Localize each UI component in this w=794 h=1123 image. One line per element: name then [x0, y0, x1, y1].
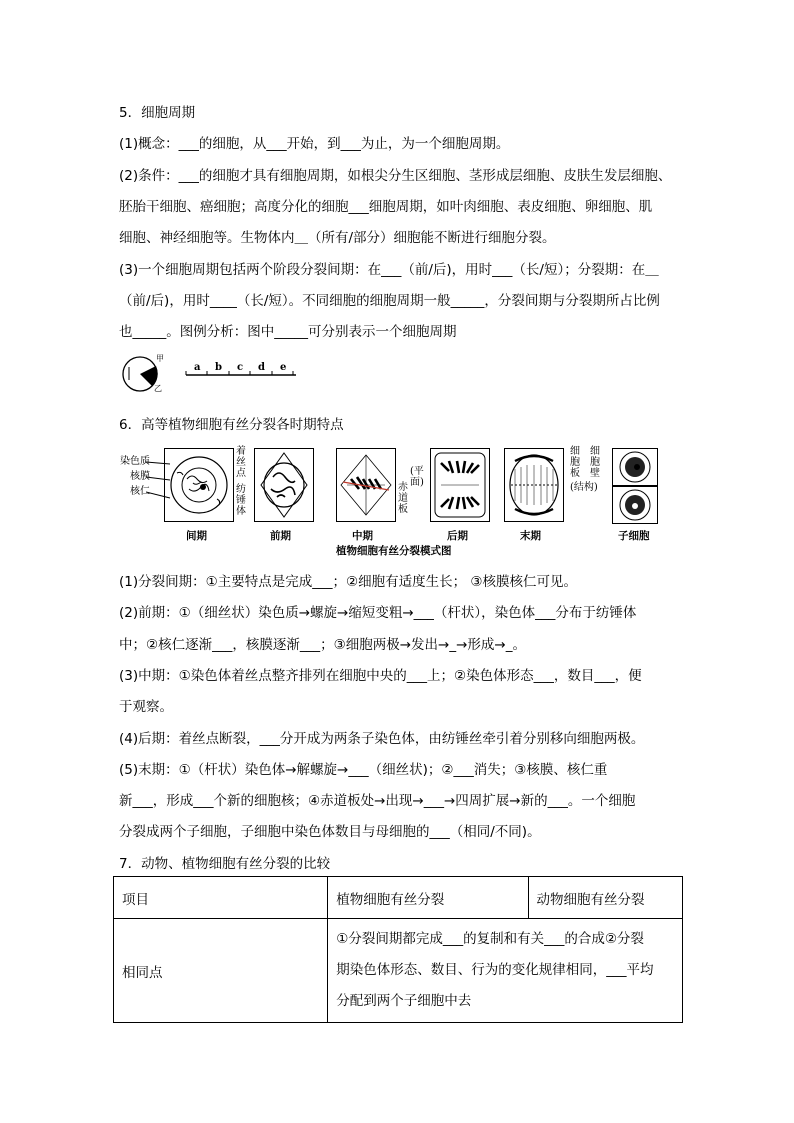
- daughter-cell-top: [612, 448, 658, 486]
- mitosis-figure: [118, 444, 678, 560]
- label-d: d: [258, 362, 265, 373]
- metaphase-cell: [336, 448, 396, 522]
- row-label-same: 相同点: [114, 919, 328, 1023]
- interphase-pointers: [146, 458, 172, 518]
- label-e: e: [280, 362, 287, 373]
- table-row: [114, 919, 683, 1023]
- label-plane: (平 面): [410, 466, 424, 488]
- comparison-table: [113, 876, 683, 1023]
- caption-interphase: 间期: [186, 530, 207, 542]
- s6-telophase-line2: 新___，形成___个新的细胞核；④赤道板处→出现→___→四周扩展→新的___。一个细胞: [119, 793, 636, 809]
- s5-phases-line2: （前/后)，用时____（长/短）。不同细胞的细胞周期一般_____，分裂间期与分裂期所占比例: [119, 293, 660, 309]
- s6-interphase: (1)分裂间期：①主要特点是完成___；②细胞有适度生长； ③核膜核仁可见。: [119, 574, 577, 590]
- s6-telophase-line3: 分裂成两个子细胞，子细胞中染色体数目与母细胞的___（相同/不同)。: [119, 824, 541, 840]
- caption-daughter-cells: 子细胞: [618, 530, 650, 542]
- same-line1: ①分裂间期都完成___的复制和有关___的合成②分裂: [336, 931, 644, 947]
- label-centromere: 着 丝 点: [236, 446, 246, 479]
- label-c: c: [237, 362, 244, 373]
- header-animal: 动物细胞有丝分裂: [528, 877, 683, 919]
- label-b: b: [215, 362, 222, 373]
- s6-prophase-line1: (2)前期：①（细丝状）染色质→螺旋→缩短变粗→___（杆状），染色体___分布于纺锤体: [119, 605, 637, 621]
- s6-anaphase: (4)后期：着丝点断裂，___分开成为两条子染色体，由纺锤丝牵引着分别移向细胞两极。: [119, 731, 645, 747]
- caption-prophase: 前期: [270, 530, 291, 542]
- label-a: a: [194, 362, 201, 373]
- s5-condition-line3: 细胞、神经细胞等。生物体内＿（所有/部分）细胞能不断进行细胞分裂。: [119, 230, 556, 246]
- same-line2: 期染色体形态、数目、行为的变化规律相同，___平均: [336, 962, 654, 978]
- header-item: 项目: [114, 877, 328, 919]
- cell-cycle-figure: [118, 353, 298, 395]
- s5-condition-line1: (2)条件：___的细胞才具有细胞周期，如根尖分生区细胞、茎形成层细胞、皮肤生发层细胞、: [119, 168, 672, 184]
- caption-metaphase: 中期: [352, 530, 373, 542]
- prophase-cell: [254, 448, 314, 522]
- caption-anaphase: 后期: [447, 530, 468, 542]
- s6-prophase-line2: 中；②核仁逐渐___，核膜逐渐___；③细胞两极→发出→_→形成→_。: [119, 637, 526, 653]
- s6-telophase-line1: (5)末期：①（杆状）染色体→解螺旋→___（细丝状)；②___消失；③核膜、核仁重: [119, 762, 608, 778]
- header-plant: 植物细胞有丝分裂: [328, 877, 528, 919]
- cell-cycle-pie: [118, 353, 298, 395]
- s5-phases-line3: 也_____。图例分析：图中_____可分别表示一个细胞周期: [119, 324, 457, 340]
- label-equatorial-plate: 赤 道 板: [398, 482, 408, 515]
- anaphase-cell: [430, 448, 490, 522]
- s5-condition-line2: 胚胎干细胞、癌细胞；高度分化的细胞___细胞周期，如叶肉细胞、表皮细胞、卵细胞、肌: [119, 199, 653, 215]
- s5-phases-line1: (3)一个细胞周期包括两个阶段分裂间期：在___（前/后)，用时___（长/短）；分裂期：在＿: [119, 262, 659, 278]
- label-structure: (结构): [570, 482, 598, 493]
- section-5-title: 5．细胞周期: [119, 105, 196, 121]
- label-jia: 甲: [156, 354, 164, 363]
- s6-metaphase-line1: (3)中期：①染色体着丝点整齐排列在细胞中央的___上；②染色体形态___，数目___，便: [119, 668, 642, 684]
- caption-telophase: 末期: [520, 530, 541, 542]
- label-cell-wall: 细 胞 壁: [590, 446, 600, 479]
- same-line3: 分配到两个子细胞中去: [336, 993, 472, 1009]
- telophase-cell: [504, 448, 564, 522]
- section-7-title: 7．动物、植物细胞有丝分裂的比较: [119, 856, 331, 872]
- label-chromatin: 染色质: [120, 456, 150, 467]
- daughter-cell-bottom: [612, 486, 658, 524]
- label-cell-plate: 细 胞 板: [570, 446, 580, 479]
- label-nucleolus: 核仁: [130, 486, 150, 497]
- s6-metaphase-line2: 于观察。: [119, 699, 173, 715]
- figure-title: 植物细胞有丝分裂模式图: [336, 545, 452, 557]
- table-header-row: [114, 877, 683, 919]
- row-same-content: [328, 919, 683, 1023]
- label-yi: 乙: [154, 384, 162, 393]
- section-6-title: 6．高等植物细胞有丝分裂各时期特点: [119, 417, 344, 433]
- s5-concept: (1)概念：___的细胞，从___开始，到___为止，为一个细胞周期。: [119, 136, 510, 152]
- interphase-cell: [164, 448, 234, 522]
- label-nuclear-membrane: 核膜: [130, 471, 150, 482]
- label-spindle: 纺 锤 体: [236, 484, 246, 517]
